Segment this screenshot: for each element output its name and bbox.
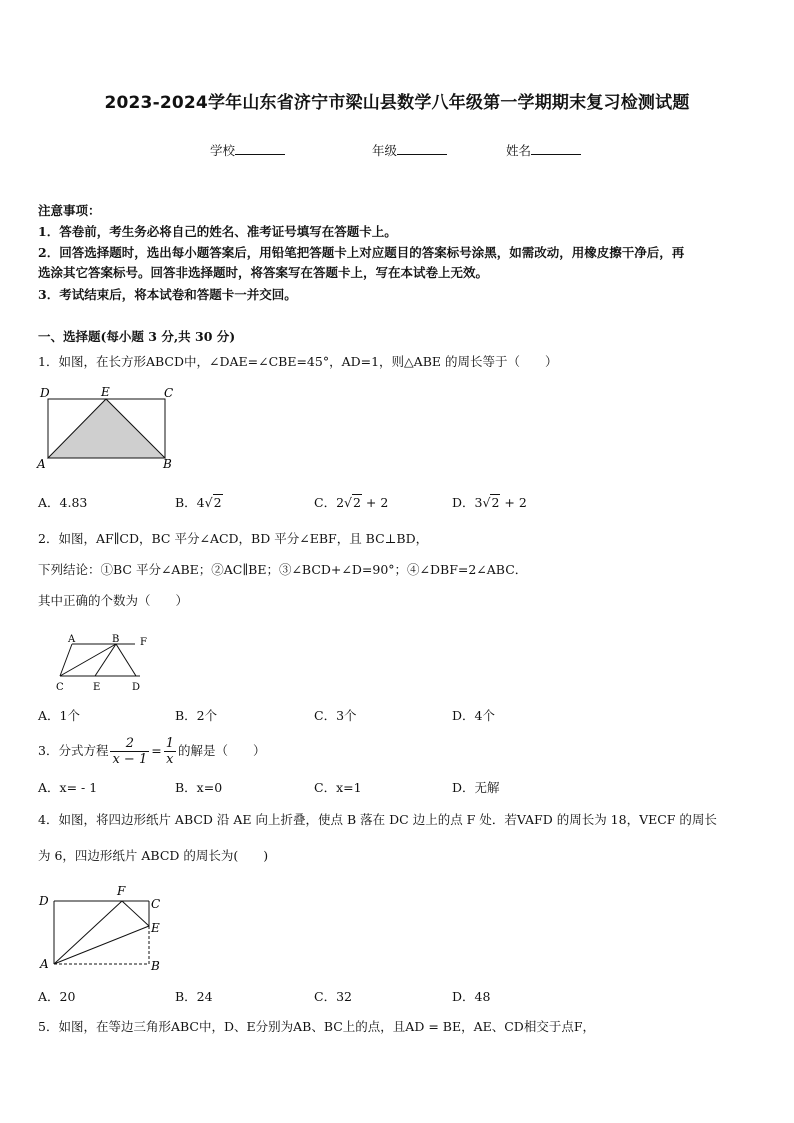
- q4-label-a: A: [40, 957, 49, 971]
- notice-item-2a: 2．回答选择题时，选出每小题答案后，用铅笔把答题卡上对应题目的答案标号涂黑，如需改动，用橡皮擦干净后，再: [38, 245, 685, 260]
- q1-option-d-text: D．3: [452, 495, 483, 510]
- q1-triangle-abe: [48, 399, 165, 458]
- sqrt-icon: √2: [482, 495, 500, 510]
- grade-label: 年级: [372, 143, 398, 158]
- notice-heading: 注意事项：: [38, 203, 101, 218]
- q3-option-a[interactable]: A．x= - 1: [38, 780, 98, 795]
- q1-option-b[interactable]: [175, 495, 223, 511]
- q1-option-c[interactable]: [314, 495, 388, 511]
- q2-option-b[interactable]: B．2个: [175, 708, 218, 723]
- name-field[interactable]: [506, 141, 581, 159]
- q1-text: 1．如图，在长方形ABCD中，∠DAE=∠CBE=45°，AD=1，则△ABE 的周长等于（ ）: [38, 354, 558, 369]
- section-heading: 一、选择题(每小题 3 分,共 30 分): [38, 329, 236, 344]
- q4-option-b[interactable]: B．24: [175, 989, 213, 1004]
- q3-fraction-2: $\frac{1}{x}$: [165, 736, 174, 767]
- q2-option-d[interactable]: D．4个: [452, 708, 495, 723]
- q2-label-f: F: [140, 637, 147, 648]
- q1-label-a: A: [37, 457, 46, 471]
- q1-label-c: C: [164, 386, 174, 400]
- q3-option-d[interactable]: D．无解: [452, 780, 500, 795]
- q1-option-d[interactable]: [452, 495, 527, 511]
- q4-label-b: B: [151, 959, 160, 973]
- q2-label-e: E: [93, 682, 101, 693]
- notice-item-1: 1．答卷前，考生务必将自己的姓名、准考证号填写在答题卡上。: [38, 224, 397, 239]
- q3-option-b[interactable]: B．x=0: [175, 780, 223, 795]
- q2-label-c: C: [56, 682, 64, 693]
- q4-option-c[interactable]: C．32: [314, 989, 352, 1004]
- q2-label-a: A: [68, 634, 76, 645]
- page-title: 2023-2024学年山东省济宁市梁山县数学八年级第一学期期末复习检测试题: [104, 93, 690, 113]
- q4-option-a[interactable]: A．20: [38, 989, 76, 1004]
- q4-line-1: 4．如图，将四边形纸片 ABCD 沿 AE 向上折叠，使点 B 落在 DC 边上的点 F 处．若VAFD 的周长为 18，VECF 的周长: [38, 812, 717, 827]
- sqrt-icon: √2: [204, 495, 222, 510]
- q3-text: [38, 733, 266, 769]
- q1-option-b-text: B．4: [175, 495, 205, 510]
- q3-prefix: 3．分式方程: [38, 743, 109, 758]
- q3-fraction-1: $\frac{2}{x - 1}$: [112, 736, 148, 767]
- school-field[interactable]: [210, 141, 285, 159]
- q4-label-d: D: [39, 894, 49, 908]
- q1-label-d: D: [40, 386, 50, 400]
- notice-item-2b: 选涂其它答案标号。回答非选择题时，将答案写在答题卡上，写在本试卷上无效。: [38, 265, 489, 280]
- q1-option-c-text: C．2: [314, 495, 345, 510]
- q1-label-b: B: [163, 457, 172, 471]
- q2-line-2: 下列结论：①BC 平分∠ABE；②AC∥BE；③∠BCD+∠D=90°；④∠DBF=2∠ABC．: [38, 562, 528, 577]
- q1-option-c-suffix: + 2: [361, 495, 389, 510]
- school-label: 学校: [210, 143, 236, 158]
- q5-line-1: 5．如图，在等边三角形ABC中，D、E分别为AB、BC上的点，且AD = BE，AE、CD相交于点F，: [38, 1019, 595, 1034]
- q4-label-e: E: [151, 921, 160, 935]
- q1-label-e: E: [101, 385, 110, 399]
- q2-line-3: 其中正确的个数为（ ）: [38, 593, 189, 608]
- q3-suffix: 的解是（ ）: [177, 743, 266, 758]
- sqrt-icon: √2: [344, 495, 361, 510]
- q4-line-2: 为 6，四边形纸片 ABCD 的周长为( ): [38, 848, 269, 863]
- q3-option-c[interactable]: C．x=1: [314, 780, 362, 795]
- q2-option-a[interactable]: A．1个: [38, 708, 80, 723]
- q4-label-f: F: [117, 884, 126, 898]
- q1-figure: [34, 383, 184, 473]
- q2-line-1: 2．如图，AF∥CD，BC 平分∠ACD，BD 平分∠EBF，且 BC⊥BD，: [38, 531, 429, 546]
- name-label: 姓名: [506, 143, 532, 158]
- q1-option-a[interactable]: A．4.83: [38, 495, 88, 510]
- q2-figure: [50, 632, 160, 694]
- notice-item-3: 3．考试结束后，将本试卷和答题卡一并交回。: [38, 287, 297, 302]
- q4-figure: [34, 882, 174, 976]
- q1-option-d-suffix: + 2: [500, 495, 527, 510]
- q3-equals: =: [151, 743, 162, 758]
- q2-label-b: B: [112, 634, 120, 645]
- q4-label-c: C: [151, 897, 161, 911]
- q2-label-d: D: [132, 682, 141, 693]
- q4-option-d[interactable]: D．48: [452, 989, 491, 1004]
- q2-option-c[interactable]: C．3个: [314, 708, 357, 723]
- grade-field[interactable]: [372, 141, 447, 159]
